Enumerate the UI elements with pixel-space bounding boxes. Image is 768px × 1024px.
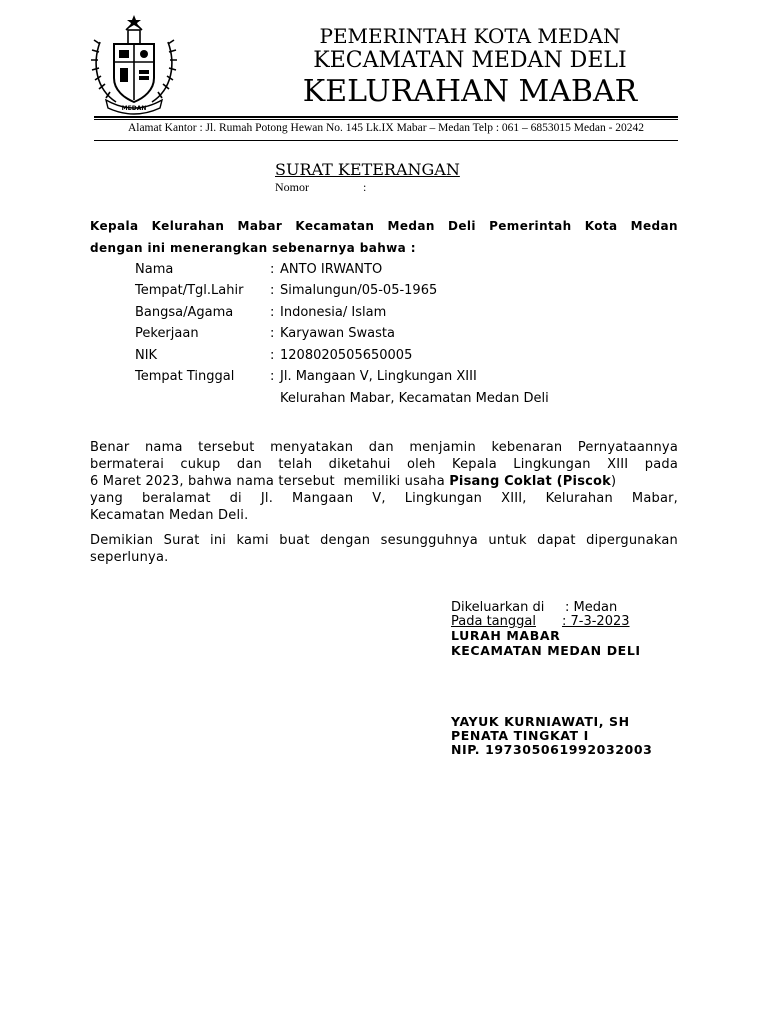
identity-value-residence: Jl. Mangaan V, Lingkungan XIII bbox=[280, 369, 477, 384]
letterhead-rule-thin bbox=[94, 119, 678, 120]
identity-colon: : bbox=[270, 283, 275, 298]
identity-label-birth: Tempat/Tgl.Lahir bbox=[135, 283, 244, 298]
statement-line-3 bbox=[90, 473, 678, 490]
intro-line-2: dengan ini menerangkan sebenarnya bahwa : bbox=[90, 241, 416, 255]
identity-colon: : bbox=[270, 369, 275, 384]
identity-colon: : bbox=[270, 305, 275, 320]
signatory-name: YAYUK KURNIAWATI, SH bbox=[451, 714, 630, 729]
identity-label-nik: NIK bbox=[135, 348, 158, 363]
identity-value-name: ANTO IRWANTO bbox=[280, 262, 383, 277]
issued-place-label: Dikeluarkan di bbox=[451, 600, 545, 615]
signatory-nip: NIP. 197305061992032003 bbox=[451, 742, 653, 757]
identity-label-nationality-religion: Bangsa/Agama bbox=[135, 305, 234, 320]
signatory-rank: PENATA TINGKAT I bbox=[451, 728, 589, 743]
letter-title: SURAT KETERANGAN bbox=[275, 160, 460, 179]
letterhead-village: KELURAHAN MABAR bbox=[302, 74, 638, 109]
identity-value-occupation: Karyawan Swasta bbox=[280, 326, 395, 341]
identity-colon: : bbox=[270, 326, 275, 341]
identity-value-birth: Simalungun/05-05-1965 bbox=[280, 283, 438, 298]
closing-line-2: seperlunya. bbox=[90, 550, 169, 565]
statement-line-3-text: 6 Maret 2023, bahwa nama tersebut memiliki usaha bbox=[90, 474, 450, 489]
statement-paragraph bbox=[90, 439, 678, 529]
city-emblem-logo bbox=[86, 14, 182, 116]
intro-line-1: Kepala Kelurahan Mabar Kecamatan Medan Deli Pemerintah Kota Medan bbox=[90, 219, 678, 233]
letter-number-label: Nomor bbox=[275, 180, 309, 194]
letter-number-colon: : bbox=[363, 180, 367, 194]
closing-paragraph bbox=[90, 532, 678, 572]
identity-value-nik: 1208020505650005 bbox=[280, 348, 413, 363]
signatory-office-2: KECAMATAN MEDAN DELI bbox=[451, 643, 641, 658]
letterhead-district: KECAMATAN MEDAN DELI bbox=[313, 48, 627, 73]
closing-line-1: Demikian Surat ini kami buat dengan sesungguhnya untuk dapat dipergunakan bbox=[90, 533, 678, 548]
signatory-office-1: LURAH MABAR bbox=[451, 628, 561, 643]
logo-ribbon-text: MEDAN bbox=[121, 105, 147, 112]
identity-value-nationality-religion: Indonesia/ Islam bbox=[280, 305, 387, 320]
address-rule bbox=[94, 140, 678, 141]
identity-label-occupation: Pekerjaan bbox=[135, 326, 199, 341]
identity-colon: : bbox=[270, 348, 275, 363]
statement-line-3-end: ) bbox=[611, 474, 617, 489]
identity-value-residence-line2: Kelurahan Mabar, Kecamatan Medan Deli bbox=[280, 391, 549, 406]
letterhead-government: PEMERINTAH KOTA MEDAN bbox=[319, 24, 621, 48]
issued-date-label-text: Pada tanggal bbox=[451, 614, 536, 629]
identity-label-name: Nama bbox=[135, 262, 174, 277]
business-name: Pisang Coklat (Piscok bbox=[449, 474, 612, 489]
issued-place-value: : Medan bbox=[565, 600, 618, 615]
statement-line-1: Benar nama tersebut menyatakan dan menjamin kebenaran Pernyataannya bbox=[90, 440, 678, 455]
identity-colon: : bbox=[270, 262, 275, 277]
statement-line-2: bermaterai cukup dan telah diketahui oleh Kepala Lingkungan XIII pada bbox=[90, 457, 678, 472]
statement-line-4: yang beralamat di Jl. Mangaan V, Lingkungan XIII, Kelurahan Mabar, bbox=[90, 491, 678, 506]
letterhead-rule-thick bbox=[94, 116, 678, 118]
statement-line-5: Kecamatan Medan Deli. bbox=[90, 508, 249, 523]
identity-label-residence: Tempat Tinggal bbox=[135, 369, 235, 384]
issued-date-value: : 7-3-2023 bbox=[562, 614, 630, 629]
office-address: Alamat Kantor : Jl. Rumah Potong Hewan No. 145 Lk.IX Mabar – Medan Telp : 061 – 6853015 Medan - 20242 bbox=[127, 122, 645, 134]
